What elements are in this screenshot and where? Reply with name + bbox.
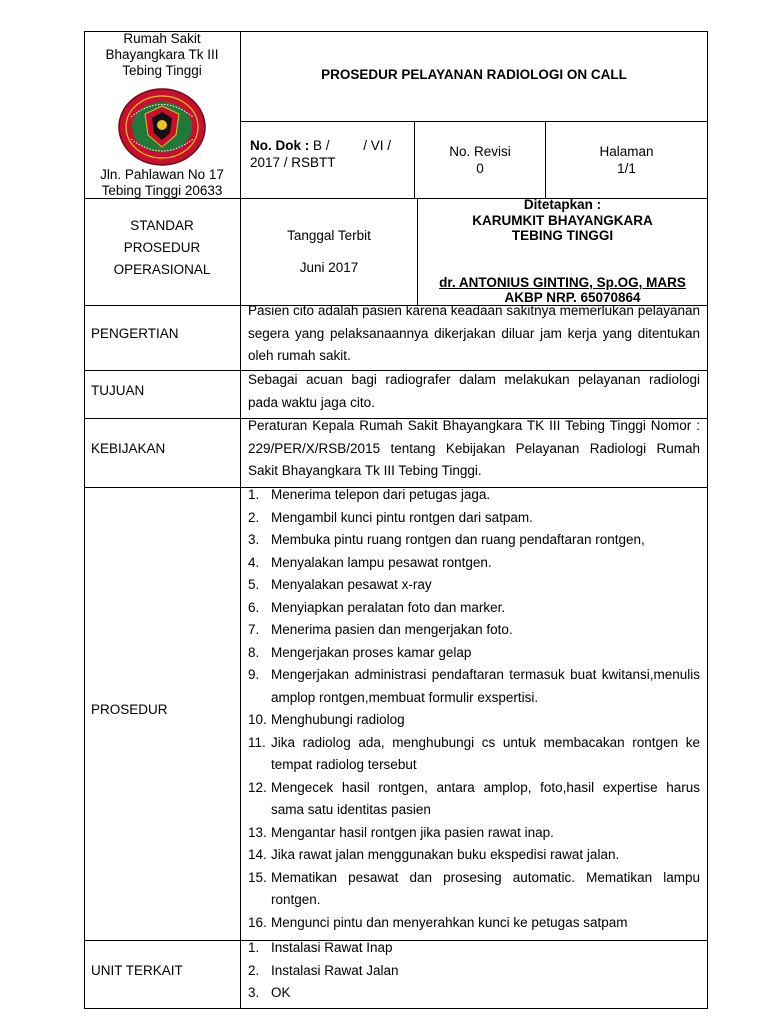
procedure-step: [248, 597, 700, 620]
procedure-steps: [248, 484, 700, 934]
document-title: PROSEDUR PELAYANAN RADIOLOGI ON CALL: [321, 67, 627, 82]
approver-name: dr. ANTONIUS GINTING, Sp.OG, MARS: [439, 275, 686, 290]
hospital-address: [86, 167, 238, 199]
step-text: Mengantar hasil rontgen jika pasien rawat inap.: [271, 824, 554, 840]
step-number: 2.: [248, 509, 260, 525]
unit-number: 1.: [248, 940, 260, 955]
procedure-step: [248, 912, 700, 935]
step-number: 1.: [248, 487, 260, 502]
revision-value: 0: [476, 161, 484, 176]
procedure-step: [248, 867, 700, 912]
hospital-name-line: Rumah Sakit: [123, 31, 201, 46]
section-text-tujuan: Sebagai acuan bagi radiografer dalam melakukan pelayanan radiologi pada waktu jaga cito.: [248, 372, 700, 410]
related-units: [248, 937, 700, 1005]
step-number: 6.: [248, 599, 260, 615]
approver-title-1: KARUMKIT BHAYANGKARA: [472, 212, 653, 228]
revision: [415, 143, 545, 177]
section-label-pengertian: PENGERTIAN: [91, 326, 179, 341]
procedure-step: [248, 574, 700, 597]
doc-number: [250, 137, 410, 171]
procedure-step: [248, 822, 700, 845]
step-text: Mengunci pintu dan menyerahkan kunci ke petugas satpam: [271, 914, 628, 930]
step-number: 9.: [248, 667, 260, 682]
step-text: Menerima telepon dari petugas jaga.: [271, 487, 491, 502]
step-text: Mematikan pesawat dan prosesing automatic. Mematikan lampu rontgen.: [271, 869, 700, 907]
section-text-kebijakan: Peraturan Kepala Rumah Sakit Bhayangkara TK III Tebing Tinggi Nomor : 229/PER/X/RSB/2015 tentang Kebijakan Pelayanan Radiologi Rumah Sakit Bhayangkara Tk III Tebing Tinggi.: [248, 418, 700, 478]
procedure-step: [248, 507, 700, 530]
procedure-step: [248, 844, 700, 867]
page-info: [546, 143, 707, 177]
hospital-emblem-icon: [117, 87, 207, 167]
sop-line: STANDAR: [130, 218, 194, 233]
step-number: 5.: [248, 577, 260, 592]
step-text: Jika rawat jalan menggunakan buku ekspedisi rawat jalan.: [271, 847, 620, 862]
section-label-kebijakan: KEBIJAKAN: [91, 441, 166, 456]
procedure-step: [248, 664, 700, 709]
procedure-step: [248, 619, 700, 642]
step-number: 13.: [248, 824, 267, 840]
hospital-name-line: Bhayangkara Tk III: [105, 47, 219, 62]
step-text: Mengambil kunci pintu rontgen dari satpam.: [271, 509, 533, 525]
hospital-name-line: Tebing Tinggi: [122, 63, 202, 78]
section-label-prosedur: PROSEDUR: [91, 702, 168, 717]
step-number: 11.: [248, 734, 266, 750]
section-label-unit-terkait: UNIT TERKAIT: [91, 963, 183, 978]
step-text: Mengecek hasil rontgen, antara amplop, foto,hasil expertise harus sama satu identitas pasien: [271, 779, 700, 817]
doc-number-value: B / / VI /: [313, 138, 392, 153]
procedure-step: [248, 642, 700, 665]
procedure-step: [248, 709, 700, 732]
address-line: Tebing Tinggi 20633: [101, 183, 223, 198]
procedure-step: [248, 777, 700, 822]
step-number: 15.: [248, 869, 267, 885]
step-number: 7.: [248, 622, 260, 637]
procedure-step: [248, 552, 700, 575]
page-value: 1/1: [617, 161, 636, 176]
approver-title-2: TEBING TINGGI: [511, 228, 614, 243]
related-unit: [248, 937, 700, 960]
step-text: Menyalakan lampu pesawat rontgen.: [271, 554, 492, 570]
procedure-step: [248, 529, 700, 552]
related-unit: [248, 960, 700, 983]
issue-date-label: Tanggal Terbit: [287, 228, 371, 243]
unit-text: OK: [271, 985, 291, 1000]
section-label-tujuan: TUJUAN: [91, 383, 145, 398]
page-label: Halaman: [599, 144, 654, 159]
step-number: 4.: [248, 554, 260, 570]
step-number: 16.: [248, 914, 267, 930]
doc-number-value-2: 2017 / RSBTT: [250, 155, 336, 170]
section-text-pengertian: Pasien cito adalah pasien karena keadaan sakitnya memerlukan pelayanan segera yang pelaksanaannya dikerjakan diluar jam kerja yang ditentukan oleh rumah sakit.: [248, 303, 700, 363]
step-number: 8.: [248, 644, 260, 660]
step-text: Mengerjakan proses kamar gelap: [271, 644, 472, 660]
revision-label: No. Revisi: [449, 144, 511, 159]
step-text: Menyiapkan peralatan foto dan marker.: [271, 599, 506, 615]
sop-line: OPERASIONAL: [113, 262, 211, 277]
approval-block: [418, 197, 707, 244]
unit-text: Instalasi Rawat Inap: [271, 940, 393, 955]
step-number: 12.: [248, 779, 267, 795]
step-number: 14.: [248, 847, 267, 862]
doc-number-label: No. Dok :: [250, 138, 310, 153]
unit-number: 2.: [248, 962, 260, 978]
issue-date-value: Juni 2017: [299, 260, 359, 275]
approved-label: Ditetapkan :: [523, 197, 602, 212]
step-text: Menghubungi radiolog: [271, 712, 405, 727]
step-number: 3.: [248, 532, 260, 547]
address-line: Jln. Pahlawan No 17: [100, 167, 224, 182]
unit-number: 3.: [248, 985, 260, 1000]
step-text: Jika radiolog ada, menghubungi cs untuk membacakan rontgen ke tempat radiolog tersebut: [271, 734, 700, 772]
step-text: Membuka pintu ruang rontgen dan ruang pendaftaran rontgen,: [271, 532, 645, 547]
step-number: 10.: [248, 712, 267, 727]
step-text: Menerima pasien dan mengerjakan foto.: [271, 622, 513, 637]
hospital-name: [86, 31, 238, 79]
unit-text: Instalasi Rawat Jalan: [271, 962, 399, 978]
sop-standard-label: [86, 215, 238, 281]
procedure-step: [248, 732, 700, 777]
sop-line: PROSEDUR: [123, 240, 201, 255]
step-text: Menyalakan pesawat x-ray: [271, 577, 432, 592]
related-unit: [248, 982, 700, 1005]
step-text: Mengerjakan administrasi pendaftaran termasuk buat kwitansi,menulis amplop rontgen,membuat formulir exspertisi.: [271, 667, 700, 705]
approver-rank: AKBP NRP. 65070864: [504, 290, 641, 305]
procedure-step: [248, 484, 700, 507]
